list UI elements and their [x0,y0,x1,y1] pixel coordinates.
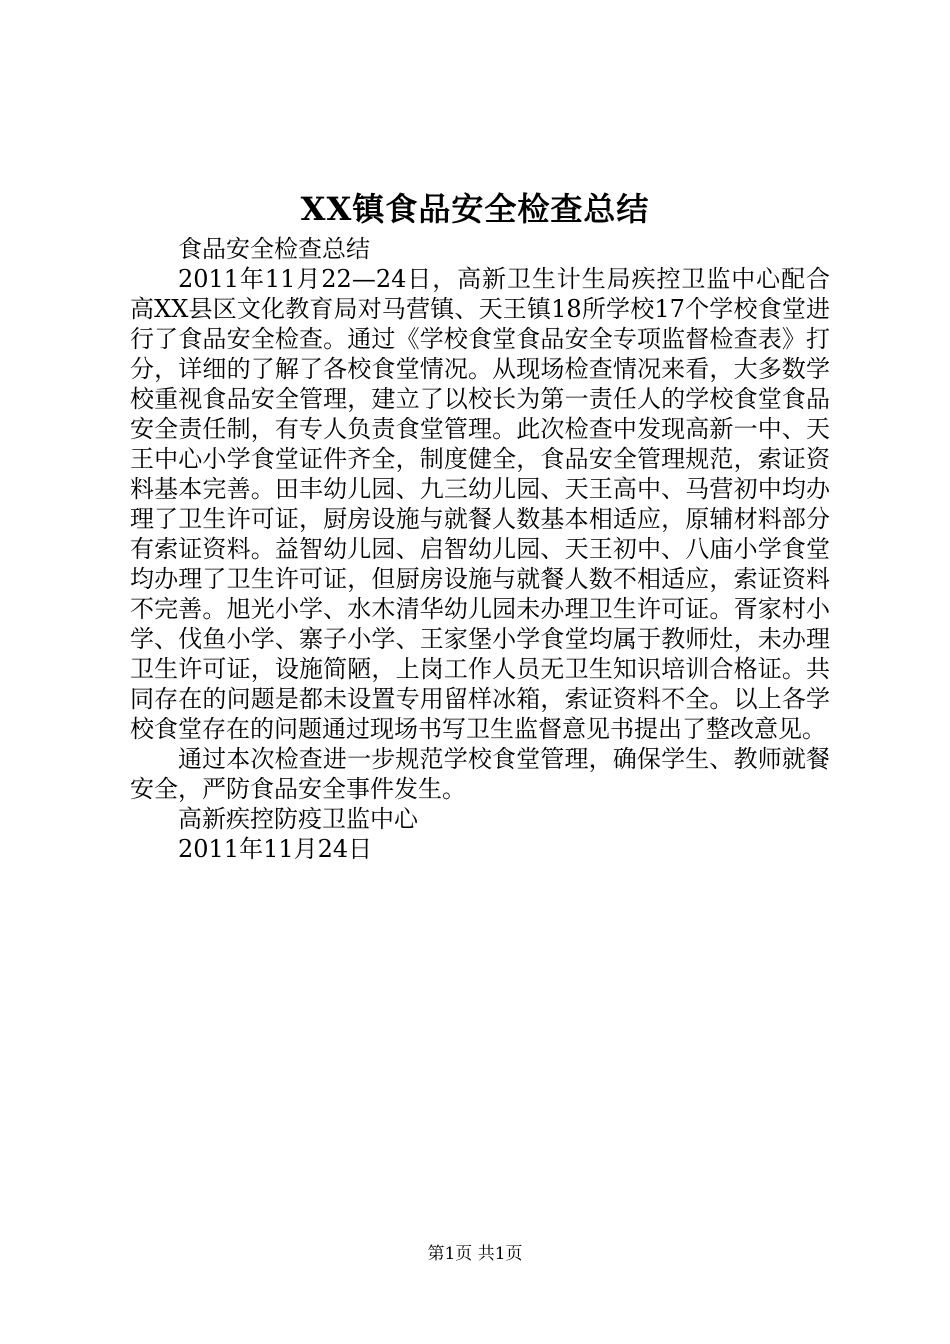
document-body [130,234,830,864]
document-title: XX镇食品安全检查总结 [300,190,650,228]
conclusion-paragraph: 通过本次检查进一步规范学校食堂管理，确保学生、教师就餐安全，严防食品安全事件发生。 [130,745,830,803]
subtitle-paragraph: 食品安全检查总结 [178,235,370,263]
signature-date: 2011年11月24日 [178,835,373,863]
main-paragraph: 2011年11月22—24日，高新卫生计生局疾控卫监中心配合高XX县区文化教育局对马营镇、天王镇18所学校17个学校食堂进行了食品安全检查。通过《学校食堂食品安全专项监督检查表》打分，详细的了解了各校食堂情况。从现场检查情况来看，大多数学校重视食品安全管理，建立了以校长为第一责任人的学校食堂食品安全责任制，有专人负责食堂管理。此次检查中发现高新一中、天王中心小学食堂证件齐全，制度健全，食品安全管理规范，索证资料基本完善。田丰幼儿园、九三幼儿园、天王高中、马营初中均办理了卫生许可证，厨房设施与就餐人数基本相适应，原辅材料部分有索证资料。益智幼儿园、启智幼儿园、天王初中、八庙小学食堂均办理了卫生许可证，但厨房设施与就餐人数不相适应，索证资料不完善。旭光小学、水木清华幼儿园未办理卫生许可证。胥家村小学、伐鱼小学、寨子小学、王家堡小学食堂均属于教师灶，未办理卫生许可证，设施简陋，上岗工作人员无卫生知识培训合格证。共同存在的问题是都未设置专用留样冰箱，索证资料不全。以上各学校食堂存在的问题通过现场书写卫生监督意见书提出了整改意见。 [130,265,830,743]
page-number: 第1页 共1页 [427,1244,523,1264]
signature-org: 高新疾控防疫卫监中心 [178,805,418,833]
